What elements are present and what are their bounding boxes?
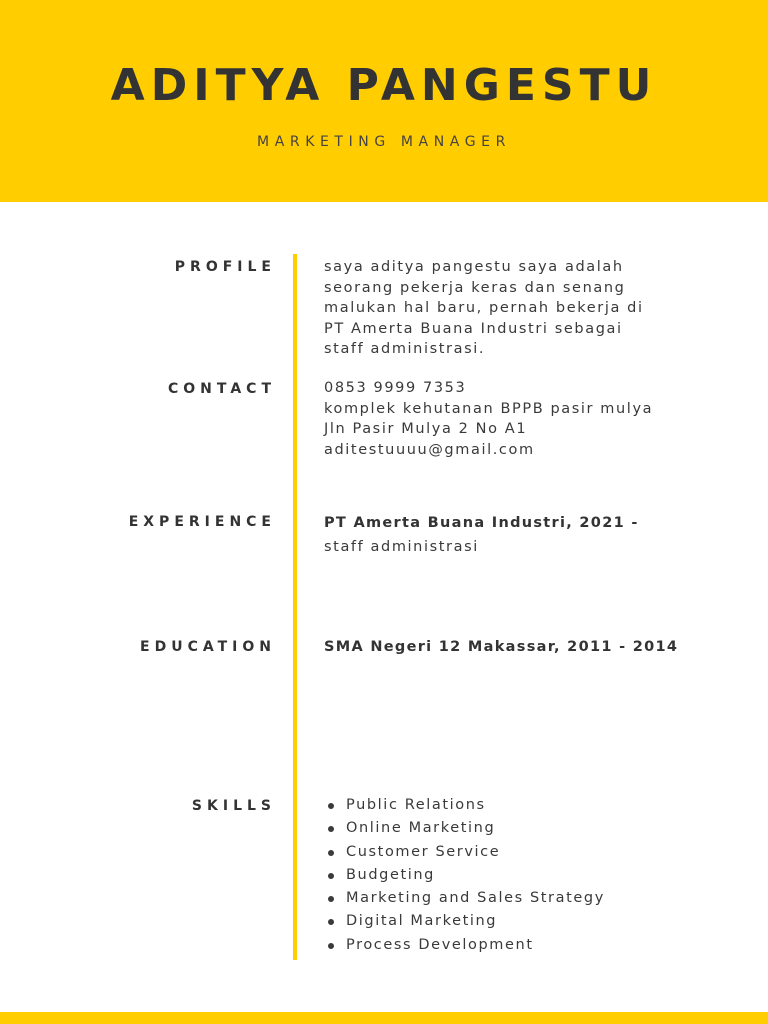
experience-label: EXPERIENCE xyxy=(128,514,276,530)
profile-line: malukan hal baru, pernah bekerja di xyxy=(324,300,644,317)
skills-label: SKILLS xyxy=(191,798,276,814)
skill-item: Budgeting xyxy=(324,864,744,887)
profile-line: staff administrasi. xyxy=(324,341,486,358)
skill-item: Process Development xyxy=(324,934,744,957)
footer-bar xyxy=(0,1012,768,1024)
skill-item: Digital Marketing xyxy=(324,910,744,933)
skills-section xyxy=(324,794,744,957)
experience-position: staff administrasi xyxy=(324,538,479,555)
candidate-name: ADITYA PANGESTU xyxy=(110,60,658,111)
profile-line: PT Amerta Buana Industri sebagai xyxy=(324,320,623,337)
education-label: EDUCATION xyxy=(140,639,276,655)
vertical-divider xyxy=(293,254,297,960)
skill-item: Online Marketing xyxy=(324,817,744,840)
contact-address-line1: komplek kehutanan BPPB pasir mulya xyxy=(324,400,654,417)
profile-line: saya aditya pangestu saya adalah xyxy=(324,259,624,275)
contact-email: aditestuuuu@gmail.com xyxy=(324,441,535,458)
candidate-role: MARKETING MANAGER xyxy=(257,134,511,150)
skill-item: Customer Service xyxy=(324,841,744,864)
skill-item: Marketing and Sales Strategy xyxy=(324,887,744,910)
experience-company: PT Amerta Buana Industri, 2021 - xyxy=(324,515,639,531)
profile-label: PROFILE xyxy=(174,259,276,275)
profile-text xyxy=(324,257,744,360)
contact-label: CONTACT xyxy=(167,381,276,397)
contact-phone: 0853 9999 7353 xyxy=(324,380,467,396)
header-banner xyxy=(0,0,768,202)
education-school: SMA Negeri 12 Makassar, 2011 - 2014 xyxy=(324,639,679,655)
profile-line: seorang pekerja keras dan senang xyxy=(324,279,626,296)
skill-item: Public Relations xyxy=(324,794,744,817)
skills-list xyxy=(324,794,744,957)
contact-details xyxy=(324,378,744,460)
education-details xyxy=(324,637,744,658)
contact-address-line2: Jln Pasir Mulya 2 No A1 xyxy=(324,421,528,438)
experience-details xyxy=(324,513,744,557)
